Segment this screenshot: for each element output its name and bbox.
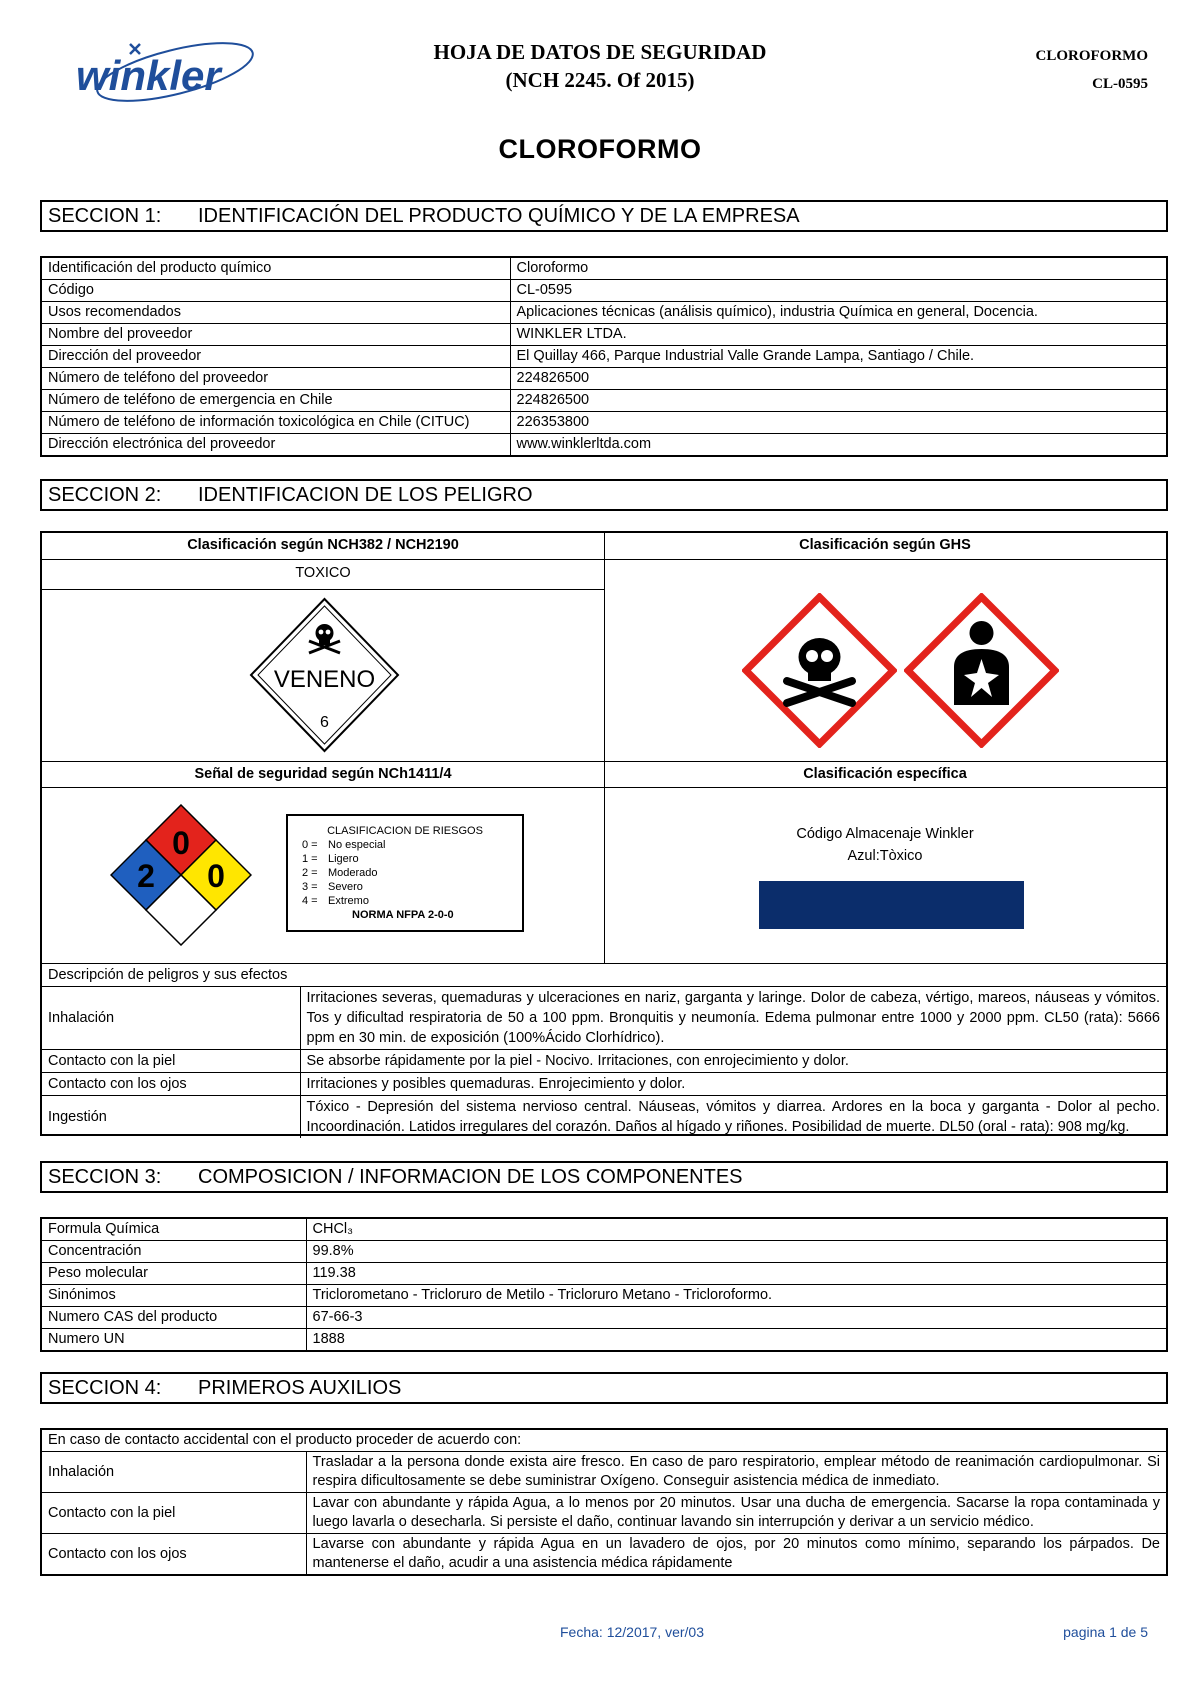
effect-description: Irritaciones severas, quemaduras y ulceraciones en nariz, garganta y laringe. Dolor de cabeza, vértigo, mareos, náuseas y vómitos. Tos y dificultad respiratoria de 50 a 100 ppm. Bronquitis y neumonía. Edema pulmonar entre 1000 y 2000 ppm. CL50 (rata): 5666 ppm en 30 min. de exposición (100%Ácido Clorhídrico). (300, 987, 1166, 1050)
table-row (41, 324, 1167, 346)
legend-item (302, 894, 522, 908)
section-number: SECCION 3: (48, 1165, 162, 1188)
section-4-header (40, 1372, 1168, 1404)
footer-date: Fecha: 12/2017, ver/03 (560, 1624, 704, 1640)
legend-level: 2 = (302, 867, 318, 879)
legend-meaning: Severo (328, 881, 363, 893)
legend-level: 4 = (302, 895, 318, 907)
effect-route: Ingestión (42, 1096, 300, 1139)
sheet-title-line2: (NCH 2245. Of 2015) (505, 68, 695, 92)
effect-route: Contacto con los ojos (42, 1073, 300, 1096)
section-title: IDENTIFICACIÓN DEL PRODUCTO QUÍMICO Y DE LA EMPRESA (198, 204, 800, 227)
divider (604, 533, 605, 963)
legend-title: CLASIFICACION DE RIESGOS (327, 825, 483, 837)
legend-norm: NORMA NFPA 2-0-0 (352, 909, 454, 921)
divider (42, 761, 1166, 762)
nfpa-704-diamond (110, 804, 252, 946)
row-label: Numero CAS del producto (41, 1307, 306, 1329)
legend-meaning: Extremo (328, 895, 369, 907)
row-label: Formula Química (41, 1218, 306, 1241)
table-row (41, 346, 1167, 368)
footer-page-number: pagina 1 de 5 (1063, 1624, 1148, 1640)
un-poison-class6-label (247, 595, 402, 755)
winkler-logo (70, 30, 260, 110)
table-row (41, 1493, 1167, 1534)
nch-classification-value: TOXICO (295, 565, 351, 581)
legend-item (302, 838, 522, 852)
header-code: CL-0595 (1092, 76, 1148, 92)
first-aid-table (40, 1428, 1168, 1576)
row-label: Número de teléfono de información toxicológica en Chile (CITUC) (41, 412, 510, 434)
storage-code (604, 823, 1166, 867)
row-label: Numero UN (41, 1329, 306, 1352)
row-label: Inhalación (41, 1452, 306, 1493)
row-value: Trasladar a la persona donde exista aire fresco. En caso de paro respiratorio, emplear método de reanimación cardiopulmonar. Si respira dificultosamente se debe suministrar Oxígeno. Conseguir asistencia médica de inmediato. (306, 1452, 1167, 1493)
row-label: Peso molecular (41, 1263, 306, 1285)
row-value: 119.38 (306, 1263, 1167, 1285)
section-number: SECCION 4: (48, 1376, 162, 1399)
divider (42, 787, 1166, 788)
section-title: IDENTIFICACION DE LOS PELIGRO (198, 483, 533, 506)
table-row (41, 1307, 1167, 1329)
row-value: Lavar con abundante y rápida Agua, a lo menos por 20 minutos. Usar una ducha de emergencia. Sacarse la ropa contaminada y luego lavarla o desecharla. Si persiste el daño, continuar lavando sin interrupción y derivar a un servicio médico. (306, 1493, 1167, 1534)
legend-item (302, 866, 522, 880)
legend-level: 0 = (302, 839, 318, 851)
table-row (41, 412, 1167, 434)
row-value: 67-66-3 (306, 1307, 1167, 1329)
divider (42, 559, 1166, 560)
row-value: 224826500 (510, 390, 1167, 412)
row-value: Triclorometano - Tricloruro de Metilo - Tricloruro Metano - Tricloroformo. (306, 1285, 1167, 1307)
row-label: Identificación del producto químico (41, 257, 510, 280)
nfpa-reactivity: 0 (207, 858, 225, 894)
table-row (41, 1534, 1167, 1576)
row-value: WINKLER LTDA. (510, 324, 1167, 346)
table-row (41, 434, 1167, 457)
row-label: Concentración (41, 1241, 306, 1263)
row-label: Usos recomendados (41, 302, 510, 324)
row-value: 226353800 (510, 412, 1167, 434)
sheet-title-line1: HOJA DE DATOS DE SEGURIDAD (433, 40, 767, 64)
effects-header: Descripción de peligros y sus efectos (42, 964, 1166, 987)
row-label: Dirección electrónica del proveedor (41, 434, 510, 457)
ghs-health-hazard-pictogram (904, 593, 1059, 748)
table-row (41, 368, 1167, 390)
row-value: CL-0595 (510, 280, 1167, 302)
legend-meaning: Ligero (328, 853, 359, 865)
effect-description: Irritaciones y posibles quemaduras. Enrojecimiento y dolor. (300, 1073, 1166, 1096)
table-row (41, 390, 1167, 412)
diamond-class-number: 6 (320, 714, 329, 731)
row-label: Nombre del proveedor (41, 324, 510, 346)
table-row (41, 1218, 1167, 1241)
ghs-skull-crossbones-pictogram (742, 593, 897, 748)
row-value: Cloroformo (510, 257, 1167, 280)
risk-classification-legend (286, 814, 524, 932)
table-row (41, 1329, 1167, 1352)
section-number: SECCION 1: (48, 204, 162, 227)
row-value: Lavarse con abundante y rápida Agua en un lavadero de ojos, por 20 minutos como mínimo, separando los párpados. De mantenerse el daño, acudir a una asistencia médica rápidamente (306, 1534, 1167, 1576)
row-value: www.winklerltda.com (510, 434, 1167, 457)
nch-classification-label: Clasificación según NCH382 / NCH2190 (187, 537, 459, 553)
effect-description: Se absorbe rápidamente por la piel - Nocivo. Irritaciones, con enrojecimiento y dolor. (300, 1050, 1166, 1073)
sheet-title (300, 38, 900, 94)
storage-code-label: Código Almacenaje Winkler (796, 826, 974, 842)
section-3-header (40, 1161, 1168, 1193)
table-row (42, 1096, 1166, 1139)
table-row (41, 1241, 1167, 1263)
table-row (42, 1073, 1166, 1096)
storage-code-value: Azul:Tòxico (847, 848, 923, 864)
nfpa-health: 2 (137, 858, 155, 894)
divider (42, 589, 604, 590)
legend-item (302, 852, 522, 866)
row-label: Código (41, 280, 510, 302)
row-value: CHCl₃ (306, 1218, 1167, 1241)
table-row (42, 1050, 1166, 1073)
hazard-classification-block (40, 531, 1168, 1136)
effect-route: Contacto con la piel (42, 1050, 300, 1073)
nfpa-flammability: 0 (172, 825, 190, 861)
header-product-id (1036, 42, 1149, 98)
effect-description: Tóxico - Depresión del sistema nervioso central. Náuseas, vómitos y diarrea. Ardores en la boca y garganta - Dolor al pecho. Incoordinación. Latidos irregulares del corazón. Daños al hígado y riñones. Posibilidad de muerte. DL50 (oral - rata): 908 mg/kg. (300, 1096, 1166, 1139)
hazard-effects-table (42, 963, 1166, 1138)
effect-route: Inhalación (42, 987, 300, 1050)
header-product: CLOROFORMO (1035, 48, 1148, 64)
legend-level: 1 = (302, 853, 318, 865)
document-title: CLOROFORMO (498, 134, 702, 164)
section-2-header (40, 479, 1168, 511)
row-value: 224826500 (510, 368, 1167, 390)
table-row (41, 302, 1167, 324)
storage-color-swatch (759, 881, 1024, 929)
row-label: Número de teléfono del proveedor (41, 368, 510, 390)
row-label: Sinónimos (41, 1285, 306, 1307)
product-identification-table (40, 256, 1168, 457)
row-value: 1888 (306, 1329, 1167, 1352)
hazard-effects (42, 963, 1166, 1138)
specific-classification-label: Clasificación específica (803, 766, 967, 782)
section-1-header (40, 200, 1168, 232)
section-title: COMPOSICION / INFORMACION DE LOS COMPONENTES (198, 1165, 743, 1188)
ghs-classification-label: Clasificación según GHS (799, 537, 971, 553)
legend-meaning: Moderado (328, 867, 378, 879)
section-number: SECCION 2: (48, 483, 162, 506)
row-label: Contacto con la piel (41, 1493, 306, 1534)
legend-level: 3 = (302, 881, 318, 893)
table-row (41, 1263, 1167, 1285)
first-aid-intro: En caso de contacto accidental con el producto proceder de acuerdo con: (41, 1429, 1167, 1452)
row-value: 99.8% (306, 1241, 1167, 1263)
row-value: El Quillay 466, Parque Industrial Valle Grande Lampa, Santiago / Chile. (510, 346, 1167, 368)
table-row (41, 280, 1167, 302)
nch1411-signal-label: Señal de seguridad según NCh1411/4 (194, 766, 452, 782)
table-row (41, 257, 1167, 280)
legend-meaning: No especial (328, 839, 386, 851)
row-label: Contacto con los ojos (41, 1534, 306, 1576)
table-row (41, 1285, 1167, 1307)
legend-item (302, 880, 522, 894)
table-row (42, 987, 1166, 1050)
row-label: Número de teléfono de emergencia en Chile (41, 390, 510, 412)
logo-wordmark: winkler (76, 52, 221, 99)
section-title: PRIMEROS AUXILIOS (198, 1376, 402, 1399)
diamond-text: VENENO (273, 666, 376, 693)
composition-table (40, 1217, 1168, 1352)
row-label: Dirección del proveedor (41, 346, 510, 368)
table-row (41, 1452, 1167, 1493)
row-value: Aplicaciones técnicas (análisis químico), industria Química en general, Docencia. (510, 302, 1167, 324)
